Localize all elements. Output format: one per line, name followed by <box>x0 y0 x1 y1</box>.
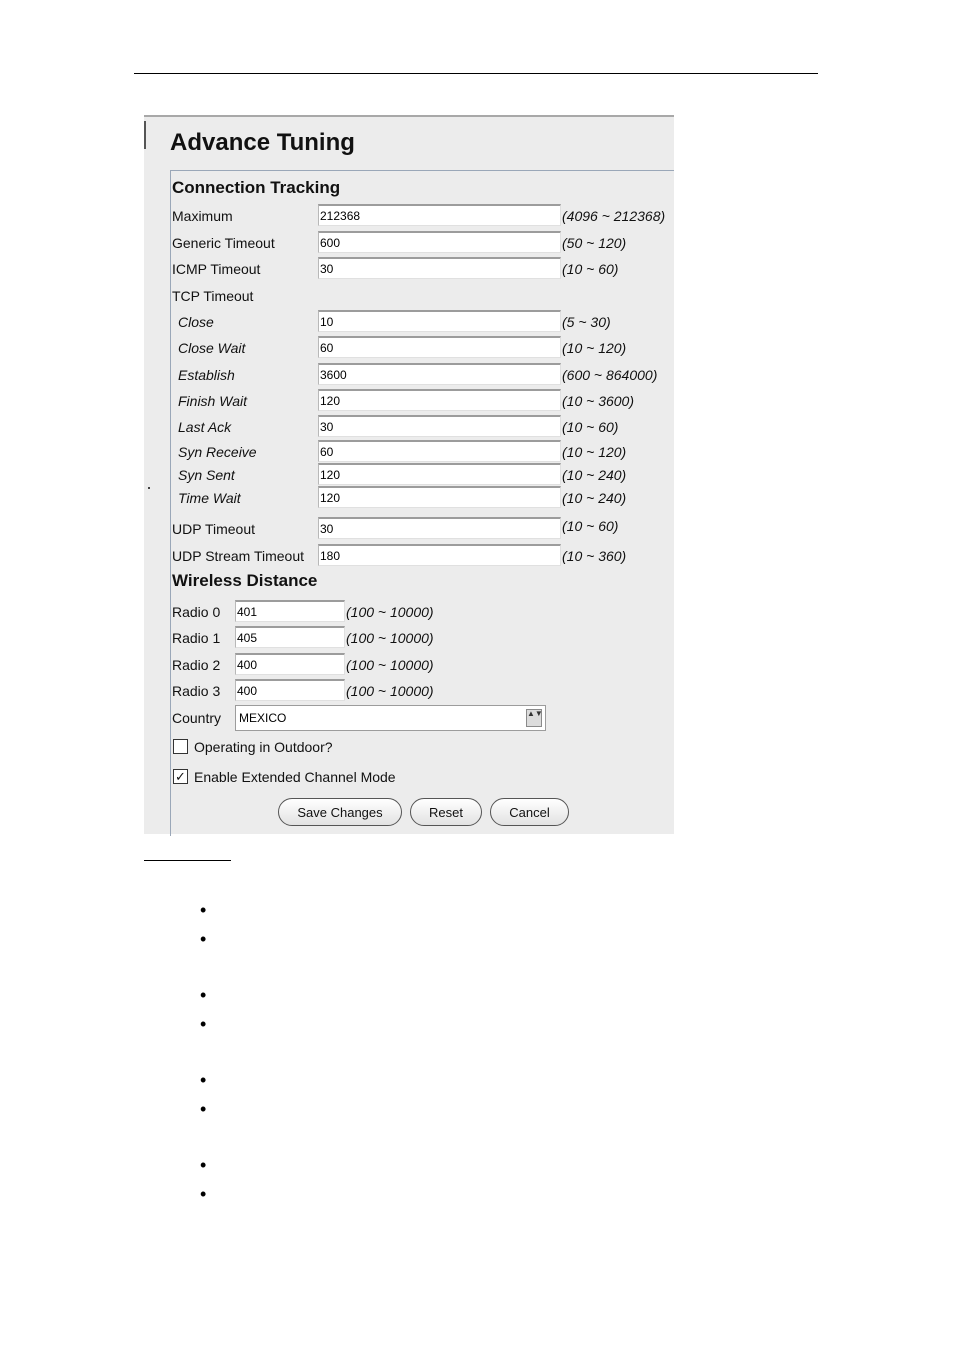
bullet-icon: • <box>200 1155 207 1175</box>
radio-3-range: (100 ~ 10000) <box>346 683 434 699</box>
tcp-establish-range: (600 ~ 864000) <box>562 367 658 383</box>
cancel-button[interactable]: Cancel <box>490 798 569 826</box>
radio-1-range: (100 ~ 10000) <box>346 630 434 646</box>
maximum-range: (4096 ~ 212368) <box>562 208 666 224</box>
tcp-syn-receive-label: Syn Receive <box>178 444 257 460</box>
tcp-last-ack-range: (10 ~ 60) <box>562 419 619 435</box>
reset-button[interactable]: Reset <box>410 798 482 826</box>
icmp-timeout-range: (10 ~ 60) <box>562 261 619 277</box>
country-label: Country <box>172 710 222 726</box>
panel-edge <box>144 121 146 149</box>
udp-timeout-range: (10 ~ 60) <box>562 518 619 534</box>
radio-0-range: (100 ~ 10000) <box>346 604 434 620</box>
radio-3-label: Radio 3 <box>172 683 221 699</box>
tcp-finish-wait-input[interactable] <box>318 389 561 411</box>
tcp-finish-wait-range: (10 ~ 3600) <box>562 393 634 409</box>
extended-channel-checkbox[interactable]: ✓ <box>173 769 188 784</box>
radio-1-input[interactable] <box>235 626 345 648</box>
radio-2-range: (100 ~ 10000) <box>346 657 434 673</box>
country-select[interactable] <box>235 705 546 731</box>
radio-2-label: Radio 2 <box>172 657 221 673</box>
udp-stream-timeout-input[interactable] <box>318 544 561 566</box>
tcp-close-input[interactable] <box>318 310 561 332</box>
tcp-finish-wait-label: Finish Wait <box>178 393 247 409</box>
tcp-close-wait-range: (10 ~ 120) <box>562 340 627 356</box>
tcp-close-wait-input[interactable] <box>318 336 561 358</box>
maximum-label: Maximum <box>172 208 233 224</box>
bullet-icon: • <box>200 1099 207 1119</box>
radio-0-label: Radio 0 <box>172 604 221 620</box>
panel-marker <box>148 487 150 489</box>
bullet-icon: • <box>200 929 207 949</box>
tcp-close-wait-label: Close Wait <box>178 340 246 356</box>
bullet-icon: • <box>200 1184 207 1204</box>
tcp-close-range: (5 ~ 30) <box>562 314 611 330</box>
tcp-syn-receive-input[interactable] <box>318 440 561 462</box>
udp-stream-timeout-label: UDP Stream Timeout <box>172 548 305 564</box>
tcp-syn-receive-range: (10 ~ 120) <box>562 444 627 460</box>
tcp-time-wait-range: (10 ~ 240) <box>562 490 627 506</box>
tcp-last-ack-label: Last Ack <box>178 419 232 435</box>
tcp-establish-input[interactable] <box>318 363 561 385</box>
connection-tracking-heading: Connection Tracking <box>172 178 341 197</box>
outdoor-checkbox[interactable] <box>173 739 188 754</box>
up-down-spinner-icon[interactable]: ▲▼ <box>526 709 542 727</box>
save-changes-button[interactable]: Save Changes <box>278 798 402 826</box>
tcp-time-wait-label: Time Wait <box>178 490 241 506</box>
radio-1-label: Radio 1 <box>172 630 221 646</box>
icmp-timeout-input[interactable] <box>318 257 561 279</box>
radio-2-input[interactable] <box>235 653 345 675</box>
icmp-timeout-label: ICMP Timeout <box>172 261 261 277</box>
tcp-syn-sent-label: Syn Sent <box>178 467 235 483</box>
bullet-icon: • <box>200 1070 207 1090</box>
udp-stream-timeout-range: (10 ~ 360) <box>562 548 627 564</box>
generic-timeout-label: Generic Timeout <box>172 235 275 251</box>
tcp-syn-sent-range: (10 ~ 240) <box>562 467 627 483</box>
wireless-distance-heading: Wireless Distance <box>172 571 318 590</box>
settings-form <box>170 170 674 836</box>
caption-underline <box>144 860 231 861</box>
tcp-syn-sent-input[interactable] <box>318 463 561 485</box>
tcp-timeout-label: TCP Timeout <box>172 288 254 304</box>
page-title: Advance Tuning <box>170 129 355 156</box>
radio-3-input[interactable] <box>235 679 345 701</box>
extended-channel-checkbox-label: Enable Extended Channel Mode <box>194 769 396 785</box>
bullet-icon: • <box>200 1014 207 1034</box>
tcp-last-ack-input[interactable] <box>318 415 561 437</box>
udp-timeout-label: UDP Timeout <box>172 521 255 537</box>
bullet-icon: • <box>200 985 207 1005</box>
radio-0-input[interactable] <box>235 600 345 622</box>
maximum-input[interactable] <box>318 204 561 226</box>
tcp-establish-label: Establish <box>178 367 235 383</box>
bullet-icon: • <box>200 900 207 920</box>
advance-tuning-panel <box>144 115 674 834</box>
outdoor-checkbox-label: Operating in Outdoor? <box>194 739 333 755</box>
udp-timeout-input[interactable] <box>318 517 561 539</box>
tcp-time-wait-input[interactable] <box>318 486 561 508</box>
tcp-close-label: Close <box>178 314 214 330</box>
generic-timeout-range: (50 ~ 120) <box>562 235 627 251</box>
country-selected-value: MEXICO <box>239 711 287 725</box>
generic-timeout-input[interactable] <box>318 231 561 253</box>
header-rule <box>134 73 818 74</box>
